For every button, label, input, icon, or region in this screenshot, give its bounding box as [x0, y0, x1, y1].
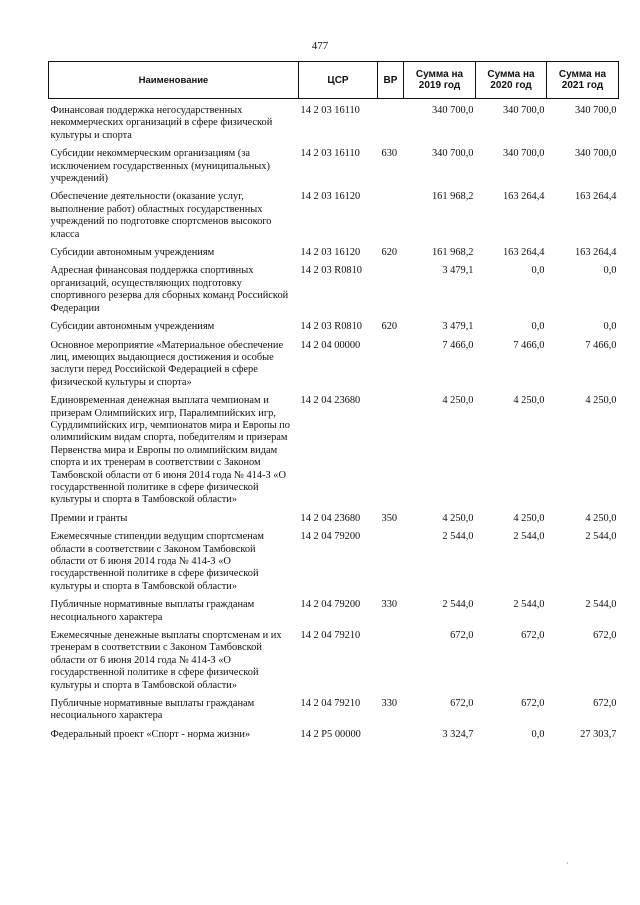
table-row — [49, 729, 619, 747]
cell-vr — [378, 630, 404, 698]
cell-vr: 330 — [381, 698, 398, 710]
cell-sum-2021: 0,0 — [603, 321, 617, 333]
cell-csr: 14 2 04 79200 — [300, 599, 361, 611]
cell-name: Обеспечение деятельности (оказание услуг, выполнение работ) областных государственных учреждений по подготовке спортсменов высокого класса — [50, 191, 272, 240]
cell-sum-2020: 2 544,0 — [513, 531, 545, 543]
cell-name: Ежемесячные стипендии ведущим спортсменам области в соответствии с Законом Тамбовской области от 6 июня 2014 года № 414-З «О государственной политике в сфере физической культуры и спорта в Тамбовской области» — [50, 531, 264, 592]
cell-name: Публичные нормативные выплаты гражданам несоциального характера — [50, 698, 255, 722]
cell-sum-2020: 163 264,4 — [502, 247, 545, 259]
table-row — [49, 321, 619, 339]
cell-vr: 620 — [381, 247, 398, 259]
cell-sum-2021: 27 303,7 — [580, 728, 617, 740]
cell-sum-2021: 4 250,0 — [585, 512, 617, 524]
cell-csr: 14 2 P5 00000 — [300, 728, 361, 740]
table-row — [49, 513, 619, 531]
cell-vr — [378, 395, 404, 513]
cell-sum-2020: 0,0 — [531, 265, 545, 277]
cell-sum-2019: 161 968,2 — [431, 247, 474, 259]
cell-sum-2019: 672,0 — [450, 630, 474, 642]
cell-sum-2020: 672,0 — [521, 698, 545, 710]
header-vr: ВР — [378, 62, 404, 99]
page-number: 477 — [311, 40, 329, 52]
cell-csr: 14 2 04 00000 — [300, 339, 361, 351]
cell-vr — [378, 265, 404, 321]
cell-name: Ежемесячные денежные выплаты спортсменам и их тренерам в соответствии с Законом Тамбовской области от 6 июня 2014 года № 414-З «О государственной политике в сфере физической культуры и спорта в Тамбовской области» — [50, 630, 282, 691]
header-csr: ЦСР — [299, 62, 378, 99]
cell-sum-2020: 4 250,0 — [513, 512, 545, 524]
cell-sum-2019: 3 479,1 — [442, 265, 474, 277]
cell-sum-2021: 672,0 — [593, 698, 617, 710]
cell-name: Финансовая поддержка негосударственных некоммерческих организаций в сфере физической культуры и спорта — [50, 105, 273, 141]
header-2020: Сумма на 2020 год — [476, 62, 547, 99]
cell-sum-2020: 0,0 — [531, 321, 545, 333]
table-row — [49, 531, 619, 599]
cell-sum-2021: 4 250,0 — [585, 395, 617, 407]
cell-sum-2020: 0,0 — [531, 728, 545, 740]
table-row — [49, 599, 619, 630]
cell-csr: 14 2 03 16110 — [300, 148, 360, 160]
table-row — [49, 191, 619, 247]
cell-sum-2021: 340 700,0 — [574, 148, 617, 160]
table-row — [49, 247, 619, 265]
table-row — [49, 340, 619, 396]
cell-sum-2019: 340 700,0 — [431, 105, 474, 116]
cell-vr: 330 — [381, 599, 398, 611]
cell-sum-2019: 672,0 — [450, 698, 474, 710]
cell-sum-2020: 2 544,0 — [513, 599, 545, 611]
cell-csr: 14 2 03 R0810 — [300, 321, 362, 333]
cell-name: Субсидии некоммерческим организациям (за исключением государственных (муниципальных) учреждений) — [50, 148, 270, 185]
cell-sum-2021: 672,0 — [593, 630, 617, 642]
cell-sum-2019: 340 700,0 — [431, 148, 474, 160]
table-row — [49, 105, 619, 148]
cell-name: Субсидии автономным учреждениям — [50, 247, 215, 259]
cell-name: Основное мероприятие «Материальное обеспечение лиц, имеющих выдающиеся достижения и особые заслуги перед Российской Федерацией в сфере физической культуры и спорта» — [50, 339, 284, 388]
cell-sum-2020: 163 264,4 — [502, 191, 545, 203]
cell-sum-2019: 2 544,0 — [442, 531, 474, 543]
header-name: Наименование — [49, 62, 299, 99]
cell-sum-2019: 4 250,0 — [442, 395, 474, 407]
cell-csr: 14 2 03 16120 — [300, 247, 361, 259]
cell-csr: 14 2 04 79210 — [300, 698, 361, 710]
cell-name: Адресная финансовая поддержка спортивных организаций, осуществляющих подготовку спортивного резерва для сборных команд Российской Федерации — [50, 265, 289, 314]
cell-vr — [378, 191, 404, 247]
table-row — [49, 395, 619, 513]
cell-sum-2020: 7 466,0 — [513, 339, 545, 351]
budget-table — [48, 61, 619, 747]
cell-vr: 620 — [381, 321, 398, 333]
cell-sum-2021: 2 544,0 — [585, 599, 617, 611]
cell-sum-2019: 4 250,0 — [442, 512, 474, 524]
cell-vr: 630 — [381, 148, 398, 160]
cell-vr — [378, 105, 404, 148]
table-body — [49, 99, 619, 748]
cell-csr: 14 2 04 23680 — [300, 395, 361, 407]
cell-csr: 14 2 04 79210 — [300, 630, 361, 642]
cell-vr — [378, 340, 404, 396]
scan-mark: · — [566, 859, 569, 868]
table-row — [49, 698, 619, 729]
cell-sum-2021: 7 466,0 — [585, 339, 617, 351]
cell-csr: 14 2 03 16110 — [300, 105, 360, 116]
cell-sum-2021: 340 700,0 — [574, 105, 617, 116]
cell-csr: 14 2 04 23680 — [300, 512, 361, 524]
cell-sum-2019: 3 479,1 — [442, 321, 474, 333]
cell-name: Федеральный проект «Спорт - норма жизни» — [50, 728, 251, 740]
cell-name: Публичные нормативные выплаты гражданам несоциального характера — [50, 599, 255, 623]
cell-sum-2019: 161 968,2 — [431, 191, 474, 203]
cell-sum-2020: 340 700,0 — [502, 148, 545, 160]
cell-name: Единовременная денежная выплата чемпионам и призерам Олимпийских игр, Паралимпийских игр, Сурдлимпийских игр, чемпионатов мира и Европы по олимпийским видам спорта, победителям и призерам Первенства мира и Европы по олимпийским видам спорта и их тренерам в соответствии с Законом Тамбовской области от 6 июня 2014 года № 414-З «О государственной политике в сфере физической культуры и спорта в Тамбовской области» — [50, 395, 290, 506]
cell-sum-2020: 4 250,0 — [513, 395, 545, 407]
cell-sum-2020: 340 700,0 — [502, 105, 545, 116]
cell-sum-2019: 2 544,0 — [442, 599, 474, 611]
cell-sum-2021: 2 544,0 — [585, 531, 617, 543]
cell-csr: 14 2 03 R0810 — [300, 265, 362, 277]
cell-sum-2021: 0,0 — [603, 265, 617, 277]
cell-name: Субсидии автономным учреждениям — [50, 321, 215, 333]
cell-sum-2021: 163 264,4 — [574, 191, 617, 203]
table-row — [49, 148, 619, 191]
table-header-row — [49, 62, 619, 99]
cell-vr: 350 — [381, 512, 398, 524]
cell-csr: 14 2 04 79200 — [300, 531, 361, 543]
cell-vr — [378, 531, 404, 599]
cell-csr: 14 2 03 16120 — [300, 191, 361, 203]
cell-name: Премии и гранты — [50, 512, 128, 524]
table-row — [49, 265, 619, 321]
cell-sum-2019: 7 466,0 — [442, 339, 474, 351]
cell-sum-2019: 3 324,7 — [442, 728, 474, 740]
cell-vr — [378, 729, 404, 747]
cell-sum-2021: 163 264,4 — [574, 247, 617, 259]
header-2019: Сумма на 2019 год — [404, 62, 476, 99]
table-row — [49, 630, 619, 698]
cell-sum-2020: 672,0 — [521, 630, 545, 642]
header-2021: Сумма на 2021 год — [547, 62, 619, 99]
